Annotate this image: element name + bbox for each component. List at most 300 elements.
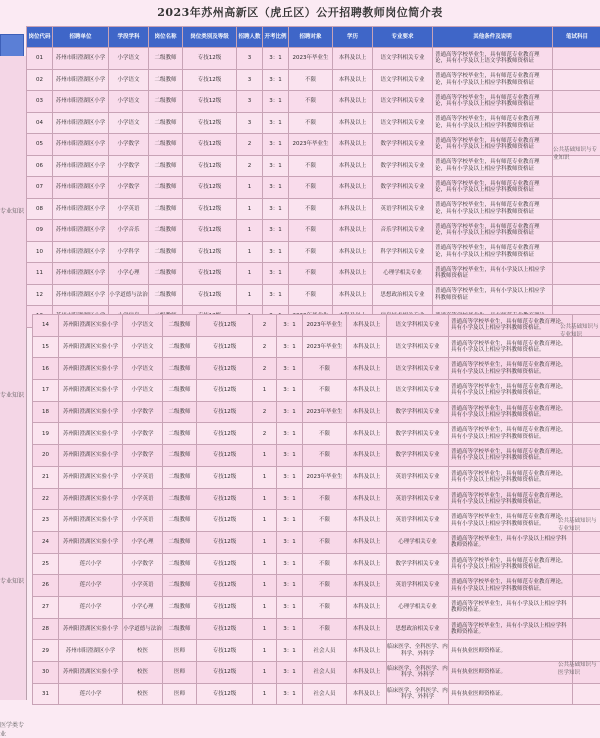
- table-cell: 3：1: [277, 683, 303, 705]
- table-cell: 苏州阳澄湖区实验小学: [59, 488, 123, 510]
- table-cell: 本科及以上: [347, 683, 387, 705]
- table-cell: 苏州市阳澄湖区小学: [53, 69, 109, 91]
- exam-subject-cell: [553, 91, 600, 113]
- table-cell: 莲兴小学: [59, 575, 123, 597]
- table-cell: 不限: [289, 112, 333, 134]
- table-cell: 二级教师: [149, 48, 183, 70]
- table-cell: 专技12级: [183, 241, 237, 263]
- table-row: [27, 69, 600, 91]
- exam-subject-cell: [573, 596, 600, 618]
- table-cell: 专技12级: [197, 401, 253, 423]
- table-cell: 小学数学: [123, 401, 163, 423]
- table-cell: 二级教师: [149, 91, 183, 113]
- table-cell: 医师: [163, 662, 197, 684]
- table-cell: 不限: [303, 618, 347, 640]
- table-cell: 不限: [289, 91, 333, 113]
- table-cell: 普通高等学校毕业生，具有师范专业教育理论，具有小学及以上相应学科教师资格证: [433, 241, 553, 263]
- table-cell: 本科及以上: [347, 596, 387, 618]
- table-cell: 苏州阳澄湖区实验小学: [59, 380, 123, 402]
- table-cell: 本科及以上: [333, 177, 373, 199]
- table-cell: 二级教师: [163, 445, 197, 467]
- table-cell: 29: [33, 640, 59, 662]
- table-cell: 专技12级: [183, 48, 237, 70]
- table-cell: 不限: [289, 263, 333, 285]
- table-cell: 1: [253, 596, 277, 618]
- table-cell: 普通高等学校毕业生，具有师范专业教育理论，具有小学及以上相应学科教师资格证。: [449, 358, 573, 380]
- table-cell: 小学数学: [123, 423, 163, 445]
- table-cell: 小学数学: [109, 155, 149, 177]
- table-cell: 小学语文: [109, 69, 149, 91]
- table-cell: 专技12级: [197, 445, 253, 467]
- header-cell: 招聘对象: [289, 27, 333, 48]
- table-cell: 普通高等学校毕业生，具有师范专业教育理论，具有小学及以上相应学科教师资格证: [433, 220, 553, 242]
- table-cell: 不限: [303, 575, 347, 597]
- table-cell: 小学英语: [123, 466, 163, 488]
- table-row: [33, 466, 600, 488]
- exam-subject-cell: [553, 112, 600, 134]
- table-row: [33, 662, 600, 684]
- header-corner-block: [0, 34, 24, 58]
- table-cell: 普通高等学校毕业生，具有师范专业教育理论，具有小学及以上相应学科教师资格证。: [449, 553, 573, 575]
- table-cell: 3：1: [277, 380, 303, 402]
- table-cell: 不限: [303, 445, 347, 467]
- table-cell: 3：1: [277, 423, 303, 445]
- table-cell: 本科及以上: [347, 618, 387, 640]
- table-cell: 普通高等学校毕业生，具有师范专业教育理论，具有小学及以上相应学科教师资格证。: [449, 401, 573, 423]
- table-cell: 23: [33, 510, 59, 532]
- table-cell: 本科及以上: [347, 575, 387, 597]
- table-row: [33, 596, 600, 618]
- table-cell: 3：1: [277, 488, 303, 510]
- table-cell: 3：1: [263, 220, 289, 242]
- table-cell: 3: [237, 48, 263, 70]
- table-cell: 具有执业医师资格证。: [449, 662, 573, 684]
- table-cell: 3：1: [263, 91, 289, 113]
- table-cell: 本科及以上: [347, 640, 387, 662]
- table-cell: 2: [253, 401, 277, 423]
- table-cell: 专技12级: [197, 358, 253, 380]
- table-cell: 本科及以上: [333, 48, 373, 70]
- table-cell: 二级教师: [149, 134, 183, 156]
- table-cell: 心理学相关专业: [373, 263, 433, 285]
- table-cell: 苏州阳澄湖区实验小学: [59, 618, 123, 640]
- table-cell: 31: [33, 683, 59, 705]
- table-cell: 1: [237, 220, 263, 242]
- table-cell: 临床医学、全科医学、内科学、外科学: [387, 683, 449, 705]
- table-cell: 2023年毕业生: [289, 134, 333, 156]
- table-cell: 普通高等学校毕业生，具有师范专业教育理论，具有小学及以上相应学科教师资格证。: [449, 315, 573, 337]
- table-cell: 3：1: [263, 134, 289, 156]
- table-cell: 小学语文: [123, 358, 163, 380]
- table-cell: 专技12级: [197, 315, 253, 337]
- table-cell: 普通高等学校毕业生，具有小学及以上相应学科教师资格证: [433, 263, 553, 285]
- table-cell: 24: [33, 531, 59, 553]
- table-cell: 本科及以上: [347, 315, 387, 337]
- table-row: [33, 531, 600, 553]
- table-cell: 具有执业医师资格证。: [449, 640, 573, 662]
- exam-subject-cell: [553, 198, 600, 220]
- header-cell: 笔试科目: [553, 27, 600, 48]
- table-row: [27, 263, 600, 285]
- table-cell: 1: [253, 531, 277, 553]
- table-cell: 2023年毕业生: [303, 336, 347, 358]
- table-cell: 医师: [163, 640, 197, 662]
- table-cell: 小学数学: [123, 445, 163, 467]
- table-row: [27, 241, 600, 263]
- table-cell: 二级教师: [149, 198, 183, 220]
- table-cell: 专技12级: [197, 596, 253, 618]
- table-row: [33, 640, 600, 662]
- table-cell: 专技12级: [197, 531, 253, 553]
- table-cell: 3: [237, 112, 263, 134]
- table-cell: 二级教师: [163, 575, 197, 597]
- table-cell: 二级教师: [149, 220, 183, 242]
- header-cell: 岗位代码: [27, 27, 53, 48]
- table-cell: 1: [237, 241, 263, 263]
- header-cell: 招聘单位: [53, 27, 109, 48]
- table-row: [33, 445, 600, 467]
- table-cell: 英语学科相关专业: [387, 466, 449, 488]
- table-cell: 临床医学、全科医学、内科学、外科学: [387, 662, 449, 684]
- exam-subject-cell: [573, 575, 600, 597]
- table-cell: 不限: [303, 510, 347, 532]
- table-cell: 语文学科相关专业: [373, 91, 433, 113]
- table-cell: 05: [27, 134, 53, 156]
- table-cell: 二级教师: [163, 466, 197, 488]
- table-cell: 社会人员: [303, 640, 347, 662]
- table-cell: 小学语文: [123, 336, 163, 358]
- table-cell: 3：1: [263, 284, 289, 306]
- table-cell: 3：1: [263, 112, 289, 134]
- table-cell: 本科及以上: [347, 401, 387, 423]
- table-cell: 不限: [289, 198, 333, 220]
- table-cell: 3：1: [277, 445, 303, 467]
- table-cell: 本科及以上: [333, 112, 373, 134]
- table-cell: 专技12级: [183, 91, 237, 113]
- table-cell: 01: [27, 48, 53, 70]
- exam-subject-note: 公共基础知识与专业知识: [560, 322, 600, 338]
- exam-subject-cell: [553, 263, 600, 285]
- table-cell: 二级教师: [163, 315, 197, 337]
- table-cell: 专技12级: [183, 177, 237, 199]
- table-cell: 不限: [289, 69, 333, 91]
- table-cell: 本科及以上: [333, 134, 373, 156]
- table-row: [33, 575, 600, 597]
- table-row: [33, 553, 600, 575]
- table-cell: 25: [33, 553, 59, 575]
- table-cell: 专技12级: [183, 112, 237, 134]
- table-cell: 3：1: [263, 241, 289, 263]
- table-cell: 小学语文: [109, 48, 149, 70]
- table-cell: 二级教师: [149, 263, 183, 285]
- table-cell: 音乐学科相关专业: [373, 220, 433, 242]
- table-cell: 思想政治相关专业: [387, 618, 449, 640]
- table-cell: 1: [253, 575, 277, 597]
- table-cell: 小学语文: [109, 112, 149, 134]
- table-cell: 英语学科相关专业: [387, 488, 449, 510]
- table-cell: 专技12级: [197, 336, 253, 358]
- table-cell: 小学心理: [123, 596, 163, 618]
- table-cell: 社会人员: [303, 662, 347, 684]
- table-cell: 3：1: [277, 640, 303, 662]
- table-cell: 本科及以上: [347, 531, 387, 553]
- table-cell: 小学数学: [109, 177, 149, 199]
- table-cell: 不限: [289, 177, 333, 199]
- table-cell: 14: [33, 315, 59, 337]
- left-category-strip: [0, 56, 27, 700]
- table-cell: 普通高等学校毕业生，具有师范专业教育理论，具有小学及以上相应学科教师资格证: [433, 134, 553, 156]
- exam-subject-cell: [573, 336, 600, 358]
- table-cell: 普通高等学校毕业生，具有小学及以上相应学科教师资格证。: [449, 531, 573, 553]
- table-row: [27, 155, 600, 177]
- table-cell: 小学英语: [109, 198, 149, 220]
- table-cell: 16: [33, 358, 59, 380]
- table-cell: 1: [253, 553, 277, 575]
- table-cell: 普通高等学校毕业生，具有小学及以上相应学科教师资格证。: [449, 596, 573, 618]
- table-cell: 二级教师: [163, 596, 197, 618]
- table-cell: 语文学科相关专业: [387, 315, 449, 337]
- table-cell: 不限: [303, 553, 347, 575]
- table-cell: 本科及以上: [347, 662, 387, 684]
- table-cell: 小学语文: [123, 315, 163, 337]
- exam-subject-cell: [573, 401, 600, 423]
- table-cell: 科学学科相关专业: [373, 241, 433, 263]
- table-cell: 小学语文: [109, 91, 149, 113]
- table-row: [33, 315, 600, 337]
- left-label: 专业知识: [0, 390, 24, 399]
- exam-subject-cell: [573, 683, 600, 705]
- exam-subject-note: 公共基础知识与专业知识: [558, 516, 600, 532]
- table-cell: 普通高等学校毕业生，具有师范专业教育理论，具有小学及以上相应学科教师资格证: [433, 198, 553, 220]
- table-cell: 二级教师: [149, 69, 183, 91]
- table-cell: 数学学科相关专业: [387, 445, 449, 467]
- table-row: [33, 423, 600, 445]
- table-cell: 09: [27, 220, 53, 242]
- table-cell: 语文学科相关专业: [373, 112, 433, 134]
- exam-subject-cell: [553, 284, 600, 306]
- table-cell: 普通高等学校毕业生，具有小学及以上相应学科教师资格证。: [449, 618, 573, 640]
- table-row: [33, 488, 600, 510]
- table-cell: 普通高等学校毕业生，具有小学及以上相应学科教师资格证: [433, 284, 553, 306]
- table-cell: 本科及以上: [347, 423, 387, 445]
- table-cell: 3：1: [263, 177, 289, 199]
- table-cell: 专技12级: [183, 69, 237, 91]
- table-cell: 普通高等学校毕业生，具有师范专业教育理论，具有小学及以上相应学科教师资格证: [433, 177, 553, 199]
- table-cell: 数学学科相关专业: [387, 553, 449, 575]
- table-cell: 本科及以上: [347, 510, 387, 532]
- header-cell: 学历: [333, 27, 373, 48]
- table-cell: 1: [253, 380, 277, 402]
- table-row: [27, 134, 600, 156]
- table-cell: 语文学科相关专业: [373, 48, 433, 70]
- table-cell: 3：1: [277, 596, 303, 618]
- header-cell: 其他条件及说明: [433, 27, 553, 48]
- table-cell: 二级教师: [149, 112, 183, 134]
- table-cell: 普通高等学校毕业生，具有师范专业教育理论，具有小学及以上相应学科教师资格证。: [449, 575, 573, 597]
- header-cell: 学段学科: [109, 27, 149, 48]
- table-cell: 本科及以上: [333, 91, 373, 113]
- exam-subject-cell: [553, 177, 600, 199]
- table-cell: 二级教师: [163, 553, 197, 575]
- table-cell: 二级教师: [149, 284, 183, 306]
- table-cell: 本科及以上: [333, 220, 373, 242]
- table-cell: 2: [237, 134, 263, 156]
- table-cell: 08: [27, 198, 53, 220]
- table-cell: 二级教师: [163, 401, 197, 423]
- table-cell: 2023年毕业生: [303, 315, 347, 337]
- table-cell: 苏州市阳澄湖区小学: [53, 91, 109, 113]
- table-cell: 小学道德与法治: [109, 284, 149, 306]
- table-cell: 3：1: [277, 618, 303, 640]
- header-cell: 岗位名称: [149, 27, 183, 48]
- table-row: [27, 91, 600, 113]
- table-cell: 小学音乐: [109, 220, 149, 242]
- header-cell: 开考比例: [263, 27, 289, 48]
- table-cell: 不限: [289, 220, 333, 242]
- table-cell: 二级教师: [163, 618, 197, 640]
- exam-subject-cell: [553, 241, 600, 263]
- table-cell: 语文学科相关专业: [387, 380, 449, 402]
- table-row: [33, 510, 600, 532]
- table-cell: 苏州市阳澄湖区小学: [53, 284, 109, 306]
- table-cell: 本科及以上: [333, 263, 373, 285]
- table-cell: 普通高等学校毕业生，具有师范专业教育理论，具有小学及以上相应学科教师资格证。: [449, 380, 573, 402]
- table-row: [33, 358, 600, 380]
- table-cell: 1: [253, 466, 277, 488]
- table-cell: 普通高等学校毕业生，具有师范专业教育理论，具有小学及以上相应学科教师资格证。: [449, 423, 573, 445]
- table-row: [27, 198, 600, 220]
- table-cell: 07: [27, 177, 53, 199]
- table-cell: 不限: [303, 423, 347, 445]
- table-cell: 小学数学: [109, 134, 149, 156]
- table-cell: 普通高等学校毕业生，具有师范专业教育理论，具有小学及以上相应学科教师资格证。: [449, 336, 573, 358]
- table-cell: 普通高等学校毕业生，具有师范专业教育理论，具有小学及以上相应学科教师资格证。: [449, 488, 573, 510]
- table-row: [33, 683, 600, 705]
- table-cell: 普通高等学校毕业生，具有师范专业教育理论，具有小学及以上相应学科教师资格证: [433, 69, 553, 91]
- table-cell: 本科及以上: [333, 284, 373, 306]
- table-cell: 专技12级: [197, 683, 253, 705]
- table-cell: 3：1: [277, 510, 303, 532]
- table-cell: 英语学科相关专业: [387, 575, 449, 597]
- table-cell: 本科及以上: [347, 466, 387, 488]
- table-cell: 2023年毕业生: [289, 48, 333, 70]
- table-cell: 2: [253, 423, 277, 445]
- left-label: 专业知识: [0, 206, 24, 215]
- table-row: [33, 336, 600, 358]
- table-cell: 1: [237, 263, 263, 285]
- table-cell: 语文学科相关专业: [387, 336, 449, 358]
- table-cell: 苏州阳澄湖区实验小学: [59, 336, 123, 358]
- table-row: [27, 112, 600, 134]
- table-cell: 本科及以上: [347, 488, 387, 510]
- left-label: 医学类专业: [0, 720, 26, 738]
- table-cell: 苏州阳澄湖区实验小学: [59, 531, 123, 553]
- table-cell: 15: [33, 336, 59, 358]
- table-cell: 1: [253, 618, 277, 640]
- exam-subject-cell: [573, 445, 600, 467]
- table-row: [27, 177, 600, 199]
- table-cell: 18: [33, 401, 59, 423]
- table-cell: 本科及以上: [347, 358, 387, 380]
- exam-subject-cell: [553, 220, 600, 242]
- table-cell: 小学心理: [123, 531, 163, 553]
- table-cell: 苏州阳澄湖区实验小学: [59, 510, 123, 532]
- table-cell: 数学学科相关专业: [373, 155, 433, 177]
- exam-subject-cell: [573, 466, 600, 488]
- table-cell: 小学道德与法治: [123, 618, 163, 640]
- table-cell: 小学心理: [109, 263, 149, 285]
- table-cell: 3：1: [277, 553, 303, 575]
- table-cell: 30: [33, 662, 59, 684]
- table-cell: 苏州市阳澄湖区小学: [53, 134, 109, 156]
- table-row: [27, 284, 600, 306]
- table-cell: 19: [33, 423, 59, 445]
- table-cell: 专技12级: [197, 488, 253, 510]
- table-cell: 3：1: [263, 69, 289, 91]
- table-cell: 21: [33, 466, 59, 488]
- table-cell: 语文学科相关专业: [373, 69, 433, 91]
- table-cell: 校医: [123, 662, 163, 684]
- exam-subject-cell: [573, 553, 600, 575]
- table-cell: 28: [33, 618, 59, 640]
- exam-subject-note: 公共基础知识与医学知识: [558, 660, 600, 676]
- table-cell: 校医: [123, 640, 163, 662]
- table-cell: 小学英语: [123, 488, 163, 510]
- table-cell: 二级教师: [163, 531, 197, 553]
- table-cell: 本科及以上: [347, 336, 387, 358]
- table-cell: 苏州市阳澄湖区小学: [53, 198, 109, 220]
- table-cell: 二级教师: [163, 510, 197, 532]
- table-cell: 不限: [303, 596, 347, 618]
- table-cell: 二级教师: [163, 488, 197, 510]
- table-cell: 3：1: [263, 155, 289, 177]
- exam-subject-cell: [553, 69, 600, 91]
- table-cell: 专技12级: [183, 134, 237, 156]
- table-cell: 3：1: [277, 662, 303, 684]
- table-cell: 3：1: [277, 358, 303, 380]
- table-cell: 校医: [123, 683, 163, 705]
- table-cell: 专技12级: [197, 466, 253, 488]
- table-cell: 专技12级: [197, 575, 253, 597]
- table-cell: 本科及以上: [333, 198, 373, 220]
- table-cell: 数学学科相关专业: [387, 423, 449, 445]
- table-cell: 3：1: [277, 531, 303, 553]
- table-cell: 1: [237, 284, 263, 306]
- table-cell: 普通高等学校毕业生，具有师范专业教育理论，具有小学及以上相应学科教师资格证。: [449, 510, 573, 532]
- positions-table-bottom: [32, 314, 600, 705]
- table-cell: 普通高等学校毕业生，具有师范专业教育理论，具有小学及以上相应学科教师资格证。: [449, 445, 573, 467]
- table-cell: 2: [253, 358, 277, 380]
- table-cell: 普通高等学校毕业生，具有师范专业教育理论，具有小学及以上相应学科教师资格证: [433, 155, 553, 177]
- table-cell: 10: [27, 241, 53, 263]
- table-cell: 心理学相关专业: [387, 596, 449, 618]
- table-cell: 普通高等学校毕业生，具有师范专业教育理论，具有小学及以上相应学科教师资格证。: [449, 466, 573, 488]
- table-cell: 专技12级: [197, 423, 253, 445]
- table-cell: 小学英语: [123, 510, 163, 532]
- table-cell: 06: [27, 155, 53, 177]
- table-cell: 专技12级: [197, 662, 253, 684]
- table-cell: 2023年毕业生: [303, 466, 347, 488]
- table-body-top: [27, 48, 600, 328]
- table-cell: 本科及以上: [333, 155, 373, 177]
- table-cell: 1: [253, 510, 277, 532]
- table-cell: 专技12级: [197, 553, 253, 575]
- table-cell: 苏州市阳澄湖区小学: [53, 112, 109, 134]
- exam-subject-cell: [573, 423, 600, 445]
- table-header-row: [27, 27, 600, 48]
- table-cell: 不限: [289, 284, 333, 306]
- table-cell: 不限: [303, 531, 347, 553]
